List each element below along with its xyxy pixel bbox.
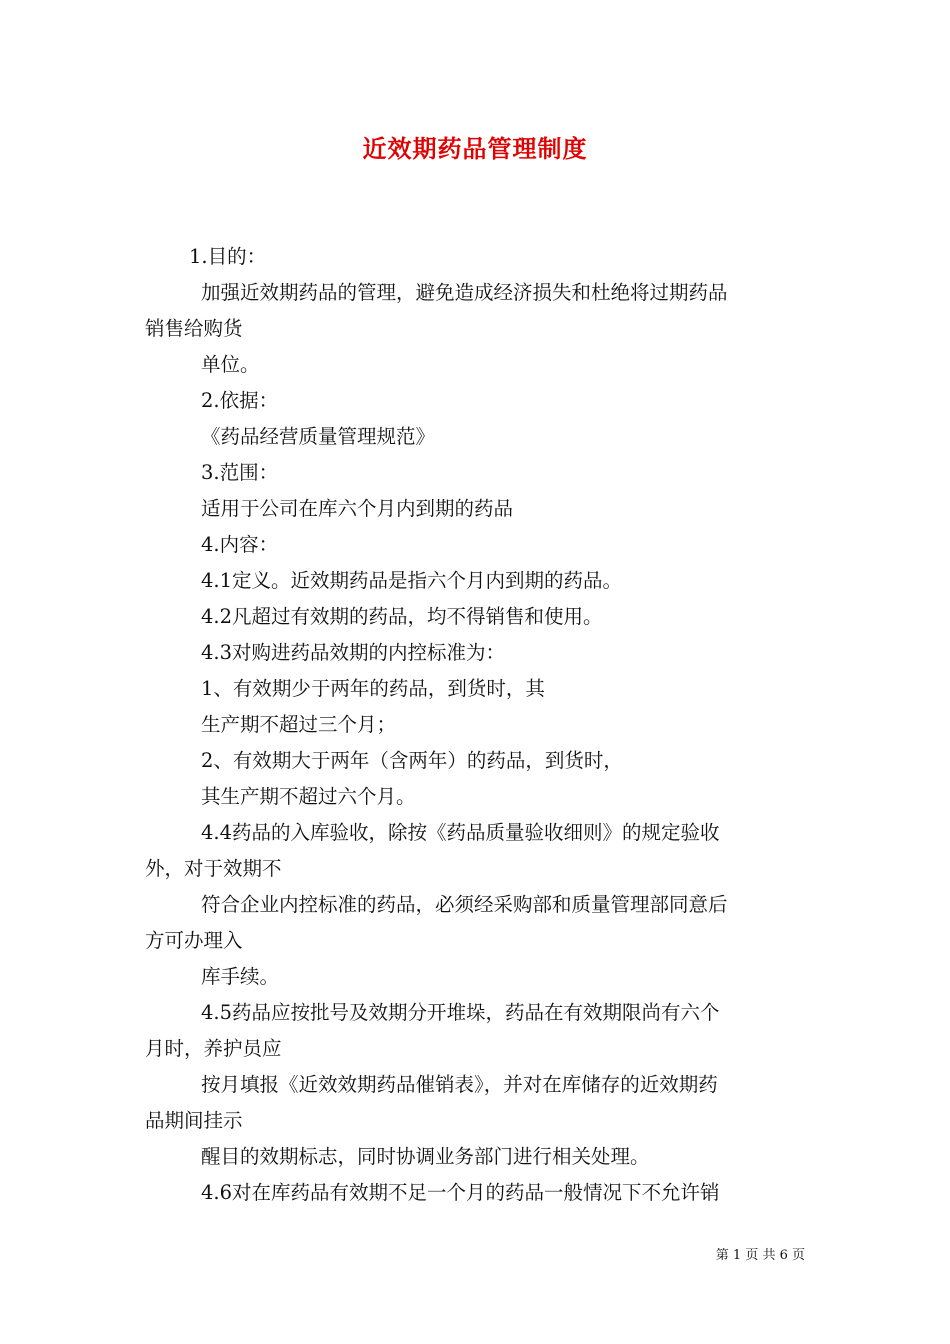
paragraph-line: 加强近效期药品的管理，避免造成经济损失和杜绝将过期药品: [201, 281, 728, 304]
paragraph-line: 方可办理入: [145, 929, 243, 952]
paragraph-line: 1.目的：: [189, 245, 267, 268]
paragraph-line: 3.范围：: [201, 461, 279, 484]
paragraph-line: 2、有效期大于两年（含两年）的药品，到货时，: [201, 749, 623, 772]
paragraph-line: 《药品经营质量管理规范》: [201, 425, 436, 448]
paragraph-line: 1、有效期少于两年的药品，到货时，其: [201, 677, 545, 700]
paragraph-line: 4.5药品应按批号及效期分开堆垛，药品在有效期限尚有六个: [201, 1001, 720, 1024]
paragraph-line: 单位。: [201, 353, 260, 376]
paragraph-line: 外，对于效期不: [145, 857, 282, 880]
paragraph-line: 4.4药品的入库验收，除按《药品质量验收细则》的规定验收: [201, 821, 720, 844]
paragraph-line: 4.6对在库药品有效期不足一个月的药品一般情况下不允许销: [201, 1181, 720, 1204]
page-footer: 第 1 页 共 6 页: [715, 1248, 805, 1263]
paragraph-line: 生产期不超过三个月；: [201, 713, 397, 736]
paragraph-line: 4.2凡超过有效期的药品，均不得销售和使用。: [201, 605, 603, 628]
paragraph-line: 4.3对购进药品效期的内控标准为：: [201, 641, 506, 664]
paragraph-line: 4.1定义。近效期药品是指六个月内到期的药品。: [201, 569, 623, 592]
paragraph-line: 库手续。: [201, 965, 280, 988]
paragraph-line: 符合企业内控标准的药品，必须经采购部和质量管理部同意后: [201, 893, 728, 916]
paragraph-line: 月时，养护员应: [145, 1037, 282, 1060]
paragraph-line: 销售给购货: [145, 317, 243, 340]
paragraph-line: 其生产期不超过六个月。: [201, 785, 416, 808]
paragraph-line: 适用于公司在库六个月内到期的药品: [201, 497, 514, 520]
paragraph-line: 醒目的效期标志，同时协调业务部门进行相关处理。: [201, 1145, 650, 1168]
paragraph-line: 4.内容：: [201, 533, 279, 556]
document-title: 近效期药品管理制度: [362, 134, 588, 163]
paragraph-line: 品期间挂示: [145, 1109, 243, 1132]
document-body: [145, 239, 810, 1211]
paragraph-line: 2.依据：: [201, 389, 279, 412]
paragraph-line: 按月填报《近效效期药品催销表》，并对在库储存的近效期药: [201, 1073, 718, 1096]
